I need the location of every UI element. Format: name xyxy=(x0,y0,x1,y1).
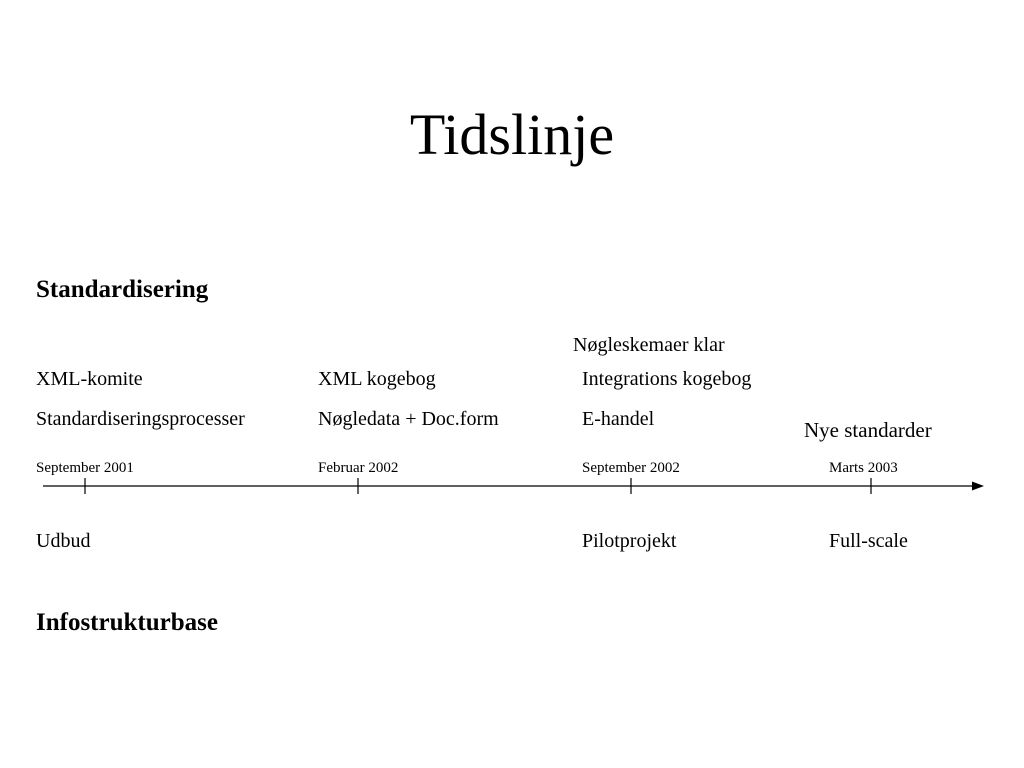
label-e-handel: E-handel xyxy=(582,408,655,430)
label-pilotprojekt: Pilotprojekt xyxy=(582,530,677,552)
label-udbud: Udbud xyxy=(36,530,91,552)
section-infostrukturbase: Infostrukturbase xyxy=(36,609,218,636)
label-xml-komite: XML-komite xyxy=(36,368,143,390)
label-noegleskemaer-klar: Nøgleskemaer klar xyxy=(573,334,725,356)
date-februar-2002: Februar 2002 xyxy=(318,460,399,476)
slide-title: Tidslinje xyxy=(409,102,615,167)
label-integrations-kogebog: Integrations kogebog xyxy=(582,368,752,390)
label-noegledata-docform: Nøgledata + Doc.form xyxy=(318,408,499,430)
timeline-arrowhead xyxy=(972,482,984,491)
label-nye-standarder: Nye standarder xyxy=(804,418,932,442)
date-september-2001: September 2001 xyxy=(36,460,134,476)
date-marts-2003: Marts 2003 xyxy=(829,460,898,476)
label-standardiseringsprocesser: Standardiseringsprocesser xyxy=(36,408,245,430)
date-september-2002: September 2002 xyxy=(582,460,680,476)
section-standardisering: Standardisering xyxy=(36,276,209,303)
label-xml-kogebog: XML kogebog xyxy=(318,368,436,390)
label-full-scale: Full-scale xyxy=(829,530,908,552)
